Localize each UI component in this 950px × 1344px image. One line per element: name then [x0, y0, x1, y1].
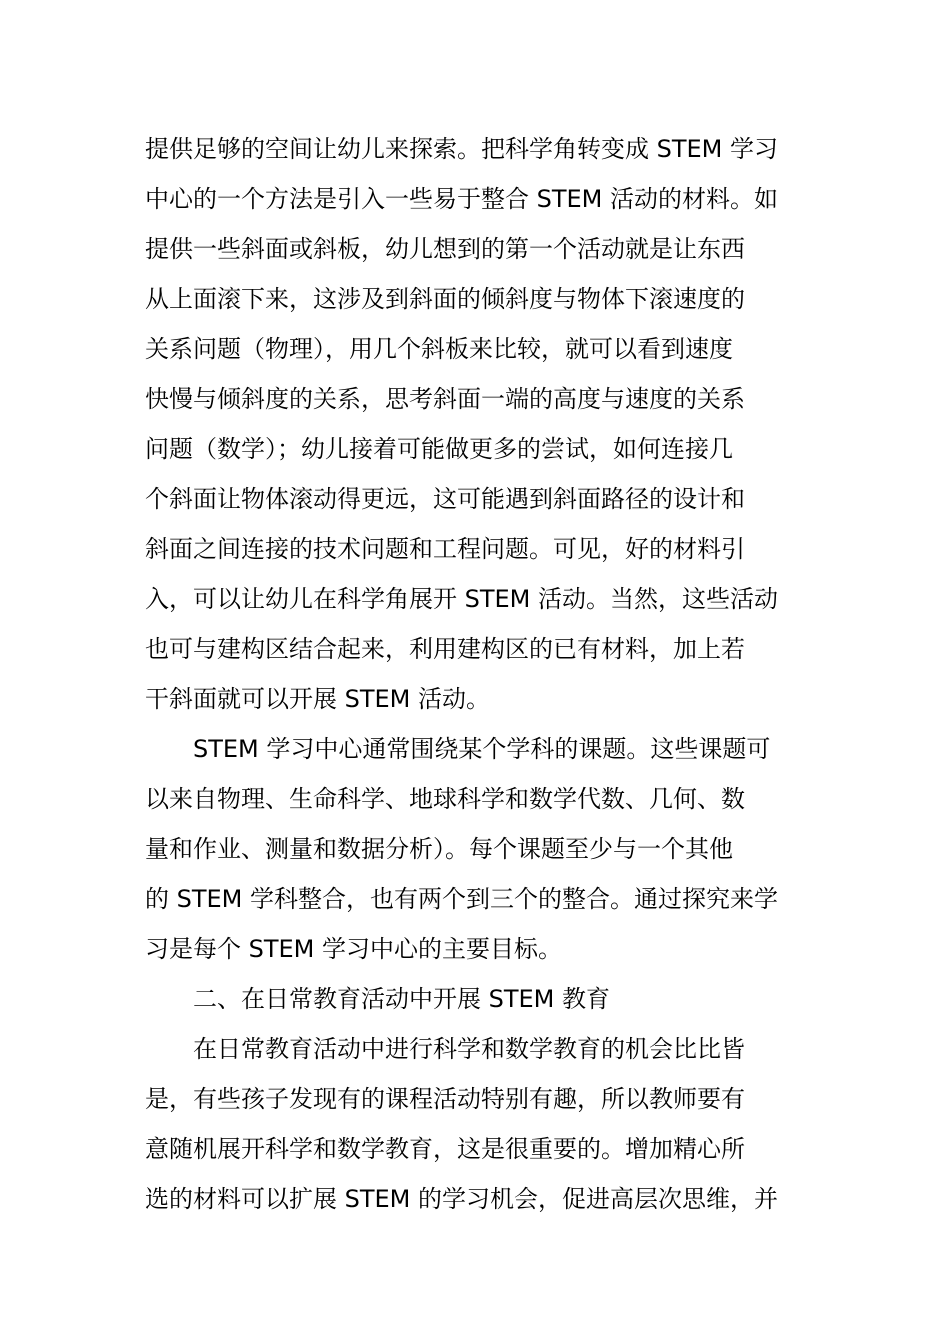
text-line-16: 的 STEM 学科整合，也有两个到三个的整合。通过探究来学	[145, 885, 779, 913]
text-line-21: 意随机展开科学和数学教育，这是很重要的。增加精心所	[145, 1135, 745, 1163]
body-text	[145, 124, 810, 1224]
section-heading: 二、在日常教育活动中开展 STEM 教育	[193, 985, 611, 1013]
text-line-7: 问题（数学）；幼儿接着可能做更多的尝试，如何连接几	[145, 435, 733, 463]
text-line-8: 个斜面让物体滚动得更远，这可能遇到斜面路径的设计和	[145, 485, 745, 513]
text-line-3: 提供一些斜面或斜板，幼儿想到的第一个活动就是让东西	[145, 235, 745, 263]
text-line-11: 也可与建构区结合起来，利用建构区的已有材料，加上若	[145, 635, 745, 663]
text-line-10: 入，可以让幼儿在科学角展开 STEM 活动。当然，这些活动	[145, 585, 779, 613]
text-line-2: 中心的一个方法是引入一些易于整合 STEM 活动的材料。如	[145, 185, 779, 213]
text-line-5: 关系问题（物理），用几个斜板来比较，就可以看到速度	[145, 335, 733, 363]
text-line-13: STEM 学习中心通常围绕某个学科的课题。这些课题可	[193, 735, 771, 763]
text-line-14: 以来自物理、生命科学、地球科学和数学代数、几何、数	[145, 785, 745, 813]
text-line-15: 量和作业、测量和数据分析）。每个课题至少与一个其他	[145, 835, 733, 863]
text-line-4: 从上面滚下来，这涉及到斜面的倾斜度与物体下滚速度的	[145, 285, 745, 313]
text-line-20: 是，有些孩子发现有的课程活动特别有趣，所以教师要有	[145, 1085, 745, 1113]
text-line-1: 提供足够的空间让幼儿来探索。把科学角转变成 STEM 学习	[145, 135, 779, 163]
text-line-6: 快慢与倾斜度的关系，思考斜面一端的高度与速度的关系	[145, 385, 745, 413]
text-line-22: 选的材料可以扩展 STEM 的学习机会，促进高层次思维，并	[145, 1185, 779, 1213]
text-line-17: 习是每个 STEM 学习中心的主要目标。	[145, 935, 563, 963]
text-line-9: 斜面之间连接的技术问题和工程问题。可见，好的材料引	[145, 535, 745, 563]
text-line-19: 在日常教育活动中进行科学和数学教育的机会比比皆	[193, 1035, 745, 1063]
text-line-12: 干斜面就可以开展 STEM 活动。	[145, 685, 491, 713]
